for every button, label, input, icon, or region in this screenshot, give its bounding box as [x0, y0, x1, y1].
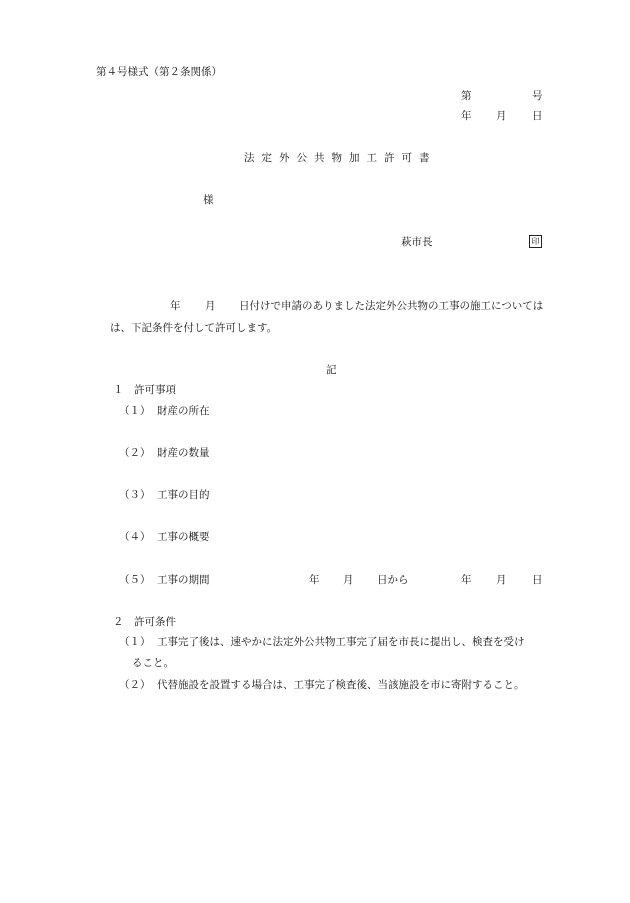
- item1-5-label: 工事の期間: [157, 574, 210, 586]
- item1-1-label: 財産の所在: [157, 405, 210, 417]
- item2-2-line1: 代替施設を設置する場合は、工事完了検査後、当該施設を市に寄附すること。: [157, 679, 525, 691]
- period-to-day: 日: [532, 574, 543, 586]
- item1-1-number: （１）: [119, 405, 151, 417]
- item2-1-line1: 工事完了後は、速やかに法定外公共物工事完了届を市長に提出し、検査を受け: [157, 636, 525, 648]
- item2-1-number: （１）: [119, 636, 151, 648]
- number-suffix: 号: [532, 90, 543, 102]
- period-from-day: 日から: [377, 574, 409, 586]
- item1-4-label: 工事の概要: [157, 531, 210, 543]
- issuer-name: 萩市長: [401, 236, 433, 248]
- item2-2-number: （２）: [119, 679, 151, 691]
- date-day: 日: [532, 110, 543, 122]
- period-from-year: 年: [309, 574, 320, 586]
- ki-heading: 記: [326, 364, 337, 376]
- section1-heading: １ 許可事項: [113, 384, 176, 396]
- body-year: 年: [170, 300, 181, 312]
- date-month: 月: [496, 110, 507, 122]
- document-title: 法定外公共物加工許可書: [244, 152, 437, 164]
- item1-4-number: （４）: [119, 531, 151, 543]
- number-prefix: 第: [461, 90, 472, 102]
- period-from-month: 月: [343, 574, 354, 586]
- period-to-year: 年: [461, 574, 472, 586]
- item1-2-label: 財産の数量: [157, 447, 210, 459]
- form-label: 第４号様式（第２条関係）: [96, 66, 222, 78]
- addressee-suffix: 様: [203, 194, 214, 206]
- item1-3-label: 工事の目的: [157, 489, 210, 501]
- item2-1-line2: ること。: [132, 657, 174, 669]
- body-text-line1: 日付けで申請のありました法定外公共物の工事の施工については: [239, 300, 544, 312]
- section2-heading: ２ 許可条件: [113, 616, 176, 628]
- body-month: 月: [205, 300, 216, 312]
- item1-5-number: （５）: [119, 574, 151, 586]
- body-text-line2: は、下記条件を付して許可します。: [110, 322, 278, 334]
- official-seal: 印: [529, 235, 542, 248]
- date-year: 年: [461, 110, 472, 122]
- item1-2-number: （２）: [119, 447, 151, 459]
- item1-3-number: （３）: [119, 489, 151, 501]
- period-to-month: 月: [496, 574, 507, 586]
